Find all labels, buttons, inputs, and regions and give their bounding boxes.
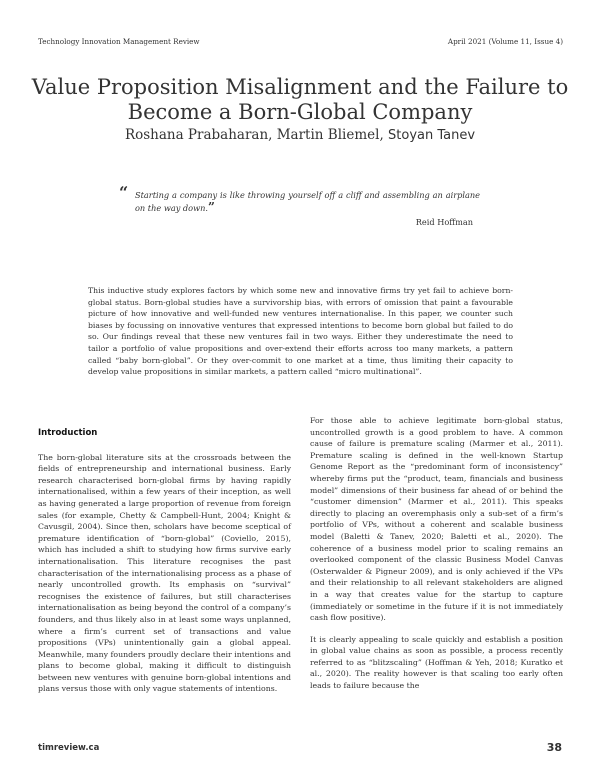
authors-first: Roshana Prabaharan, Martin Bliemel, (124, 127, 384, 143)
quote-open-mark: “ (119, 183, 129, 202)
right-column (310, 415, 563, 702)
intro-paragraph-1: The born-global literature sits at the crossroads between the fields of entrepreneurship and international business. Early research characterised born-global firms by having rapidly internationalised, within a few years of their inception, as well as having generated a large proportion of revenue from foreign sales (for example, Chetty & Campbell-Hunt, 2004; Knight & Cavusgil, 2004). Since then, scholars have become sceptical of premature identification of “born-global” (Coviello, 2015), which has included a shift to studying how firms survive early internationalisation. This literature recognises the past characterisation of the internationalising process as a phase of nearly uncontrolled growth. Its emphasis on “survival” recognises the existence of failures, but still characterises internationalisation as being beyond the control of a company’s founders, and thus likely also in at least some ways unplanned, where a firm’s current set of transactions and value propositions (VPs) unintentionally gain a global appeal. Meanwhile, many founders proudly declare their intentions and plans to become global, making it difficult to distinguish between new ventures with genuine born-global intentions and plans versus those with only vague statements of intentions. (38, 452, 291, 694)
section-heading-introduction: Introduction (38, 428, 98, 438)
quote-text: Starting a company is like throwing yourself off a cliff and assembling an airplane on the way down. (135, 190, 480, 213)
quote-attribution: Reid Hoffman (415, 217, 473, 227)
article-title: Value Proposition Misalignment and the Failure to Become a Born-Global Company (31, 75, 569, 124)
authors (30, 127, 570, 143)
journal-name: Technology Innovation Management Review (38, 37, 200, 46)
footer-site[interactable]: timreview.ca (38, 743, 100, 753)
right-paragraph-2: It is clearly appealing to scale quickly and establish a position in global value chains as soon as possible, a process recently referred to as “blitzscaling” (Hoffman & Yeh, 2018; Kuratko et al., 2020). The reality however is that scaling too early often leads to failure because the (310, 634, 563, 691)
author-last: Stoyan Tanev (388, 128, 476, 143)
right-paragraph-1: For those able to achieve legitimate born-global status, uncontrolled growth is a good problem to have. A common cause of failure is premature scaling (Marmer et al., 2011). Premature scaling is defined in the well-known Startup Genome Report as the “predominant form of inconsistency” whereby firms put the “product, team, financials and business model” dimensions of their business far ahead of or behind the “customer dimension” (Marmer et al., 2011). This speaks directly to placing an overemphasis only a sub-set of a firm’s portfolio of VPs, without a coherent and scalable business model (Baletti & Tanev, 2020; Baletti et al., 2020). The coherence of a business model prior to scaling remains an overlooked component of the classic Business Model Canvas (Osterwalder & Pigneur 2009), and is only achieved if the VPs and their relationship to all relevant stakeholders are aligned in a way that creates value for the startup to capture (immediately or sometime in the future if it is not immediately cash flow positive). (310, 416, 563, 623)
left-column (38, 428, 291, 705)
epigraph-quote (135, 189, 480, 214)
page-number: 38 (546, 741, 562, 754)
abstract: This inductive study explores factors by which some new and innovative firms try yet fail to achieve born-global status. Born-global studies have a survivorship bias, with errors of omission that paint a favourable picture of how innovative and well-funded new ventures internationalise. In this paper, we counter such biases by focussing on innovative ventures that expressed intentions to become born global but failed to do so. Our findings reveal that these new ventures fail in two ways. Either they underestimate the need to tailor a portfolio of value propositions and over-extend their efforts across too many markets, a pattern called “baby born-global”. Or they over-commit to one market at a time, thus limiting their capacity to develop value propositions in similar markets, a pattern called “micro multinational”. (88, 286, 513, 377)
issue-info: April 2021 (Volume 11, Issue 4) (447, 37, 563, 46)
quote-close-mark: ” (208, 200, 215, 214)
